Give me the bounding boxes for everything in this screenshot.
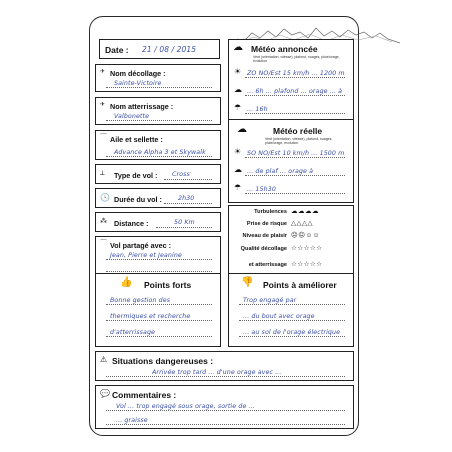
- duree-value[interactable]: 2h30: [178, 195, 195, 202]
- thumbs-down-icon: 👎: [241, 277, 254, 288]
- points-ameliorer-line-1[interactable]: Trop engagé par: [243, 297, 297, 304]
- landing-icon: ✈: [100, 102, 106, 108]
- points-ameliorer-title: Points à améliorer: [263, 280, 337, 290]
- partage-value[interactable]: Jean, Pierre et Jeanine: [110, 252, 182, 259]
- clock-icon: 🕓: [100, 193, 110, 202]
- rating-label-plaisir: Niveau de plaisir: [242, 233, 287, 239]
- rating-label-turbulences: Turbulences: [254, 209, 287, 215]
- meteo-reelle-line-1[interactable]: SO NO/Est 10 km/h ... 1500 m: [247, 150, 345, 157]
- sun-icon: ☀: [234, 147, 242, 156]
- type-value[interactable]: Cross: [172, 171, 190, 178]
- date-value[interactable]: 21 / 08 / 2015: [142, 45, 197, 54]
- points-ameliorer-line-2[interactable]: ... du bout avec orage: [243, 313, 315, 320]
- thumbs-up-icon: 👍: [120, 277, 133, 288]
- duree-box: [95, 188, 221, 208]
- situations-box: [95, 351, 354, 381]
- points-ameliorer-box: [228, 273, 354, 347]
- distance-value[interactable]: 50 Km: [174, 219, 195, 226]
- rating-label-atterrissage: et atterrissage: [248, 262, 287, 268]
- sun-icon: ☀: [234, 67, 242, 76]
- meteo-reelle-box: [228, 119, 354, 203]
- date-label: Date :: [105, 45, 129, 55]
- logbook-sheet: [89, 16, 359, 436]
- points-forts-title: Points forts: [144, 280, 192, 290]
- takeoff-icon: ✈: [100, 69, 106, 75]
- type-box: [95, 164, 221, 184]
- decollage-label: Nom décollage :: [110, 69, 166, 78]
- meteo-annoncee-box: [228, 39, 354, 125]
- rating-plaisir[interactable]: ☹☹☺☺: [291, 232, 320, 239]
- speech-bubble-icon: 💬: [100, 389, 110, 398]
- rating-atterrissage[interactable]: ☆☆☆☆☆: [291, 261, 323, 268]
- decollage-value[interactable]: Sainte-Victoire: [114, 80, 162, 87]
- commentaires-line-2[interactable]: ... graisse: [116, 417, 148, 424]
- meteo-reelle-title: Météo réelle: [273, 126, 323, 136]
- meteo-reelle-line-3[interactable]: ... 15h30: [247, 186, 276, 193]
- wing-icon: ⌒: [100, 134, 107, 141]
- rain-icon: ☂: [234, 103, 242, 112]
- ratings-box: [228, 205, 354, 282]
- rating-prise-risque[interactable]: △△△△: [291, 220, 313, 227]
- atterrissage-box: [95, 97, 221, 125]
- cloud-icon: ☁: [233, 42, 243, 53]
- points-forts-line-2[interactable]: thermiques et recherche: [110, 313, 191, 320]
- rating-qualite-decollage[interactable]: ☆☆☆☆☆: [291, 245, 323, 252]
- aile-label: Aile et sellette :: [110, 135, 163, 144]
- distance-box: [95, 212, 221, 232]
- rating-label-prise-risque: Prise de risque: [246, 221, 287, 227]
- duree-label: Durée du vol :: [114, 195, 162, 204]
- aile-box: [95, 130, 221, 160]
- distance-icon: ⁂: [100, 218, 107, 225]
- rain-icon: ☂: [234, 183, 242, 192]
- meteo-annoncee-line-3[interactable]: ... 16h: [247, 106, 268, 113]
- aile-value[interactable]: Advance Alpha 3 et Skywalk: [114, 149, 206, 156]
- type-label: Type de vol :: [114, 171, 158, 180]
- atterrissage-value[interactable]: Valbonette: [114, 113, 150, 120]
- cloud-icon: ☁: [234, 85, 242, 94]
- points-ameliorer-line-3[interactable]: ... au sol de l'orage électrique: [243, 329, 341, 336]
- commentaires-line-1[interactable]: Vol ... trop engagé sous orage, sortie de ...: [116, 403, 255, 410]
- route-icon: ⟂: [100, 170, 105, 177]
- warning-icon: ⚠: [100, 355, 108, 364]
- points-forts-line-1[interactable]: Bonne gestion des: [110, 297, 171, 304]
- meteo-reelle-line-2[interactable]: ... de plaf ... orage à: [247, 168, 314, 175]
- atterrissage-label: Nom atterrissage :: [110, 102, 174, 111]
- meteo-reelle-subtitle: Vent (orientation, vitesse), plafond, nuages, pluie/orage, évolution: [265, 137, 333, 145]
- meteo-annoncee-line-2[interactable]: ... 6h ... plafond ... orage ... à: [247, 88, 343, 95]
- meteo-annoncee-line-1[interactable]: ZO NO/Est 15 km/h ... 1200 m: [247, 70, 345, 77]
- date-box: [99, 39, 220, 59]
- decollage-box: [95, 64, 221, 92]
- distance-label: Distance :: [114, 219, 149, 228]
- situations-value[interactable]: Arrivée trop tard ... d'une orage avec ...: [152, 369, 282, 376]
- situations-label: Situations dangereuses :: [112, 356, 214, 366]
- points-forts-line-3[interactable]: d'atterrissage: [110, 329, 156, 336]
- commentaires-box: [95, 385, 354, 429]
- rating-turbulences[interactable]: ☁☁☁☁: [291, 208, 319, 215]
- partage-label: Vol partagé avec :: [110, 241, 171, 250]
- commentaires-label: Commentaires :: [112, 390, 177, 400]
- wing-icon: ⌒: [100, 240, 107, 247]
- points-forts-box: [95, 273, 221, 347]
- meteo-annoncee-title: Météo annoncée: [251, 44, 318, 54]
- cloud-icon: ☁: [237, 124, 247, 135]
- cloud-icon: ☁: [234, 165, 242, 174]
- rating-label-qualite-decollage: Qualité décollage: [240, 246, 287, 252]
- meteo-annoncee-subtitle: Vent (orientation, vitesse), plafond, nuages, pluie/orage, évolution: [253, 55, 340, 63]
